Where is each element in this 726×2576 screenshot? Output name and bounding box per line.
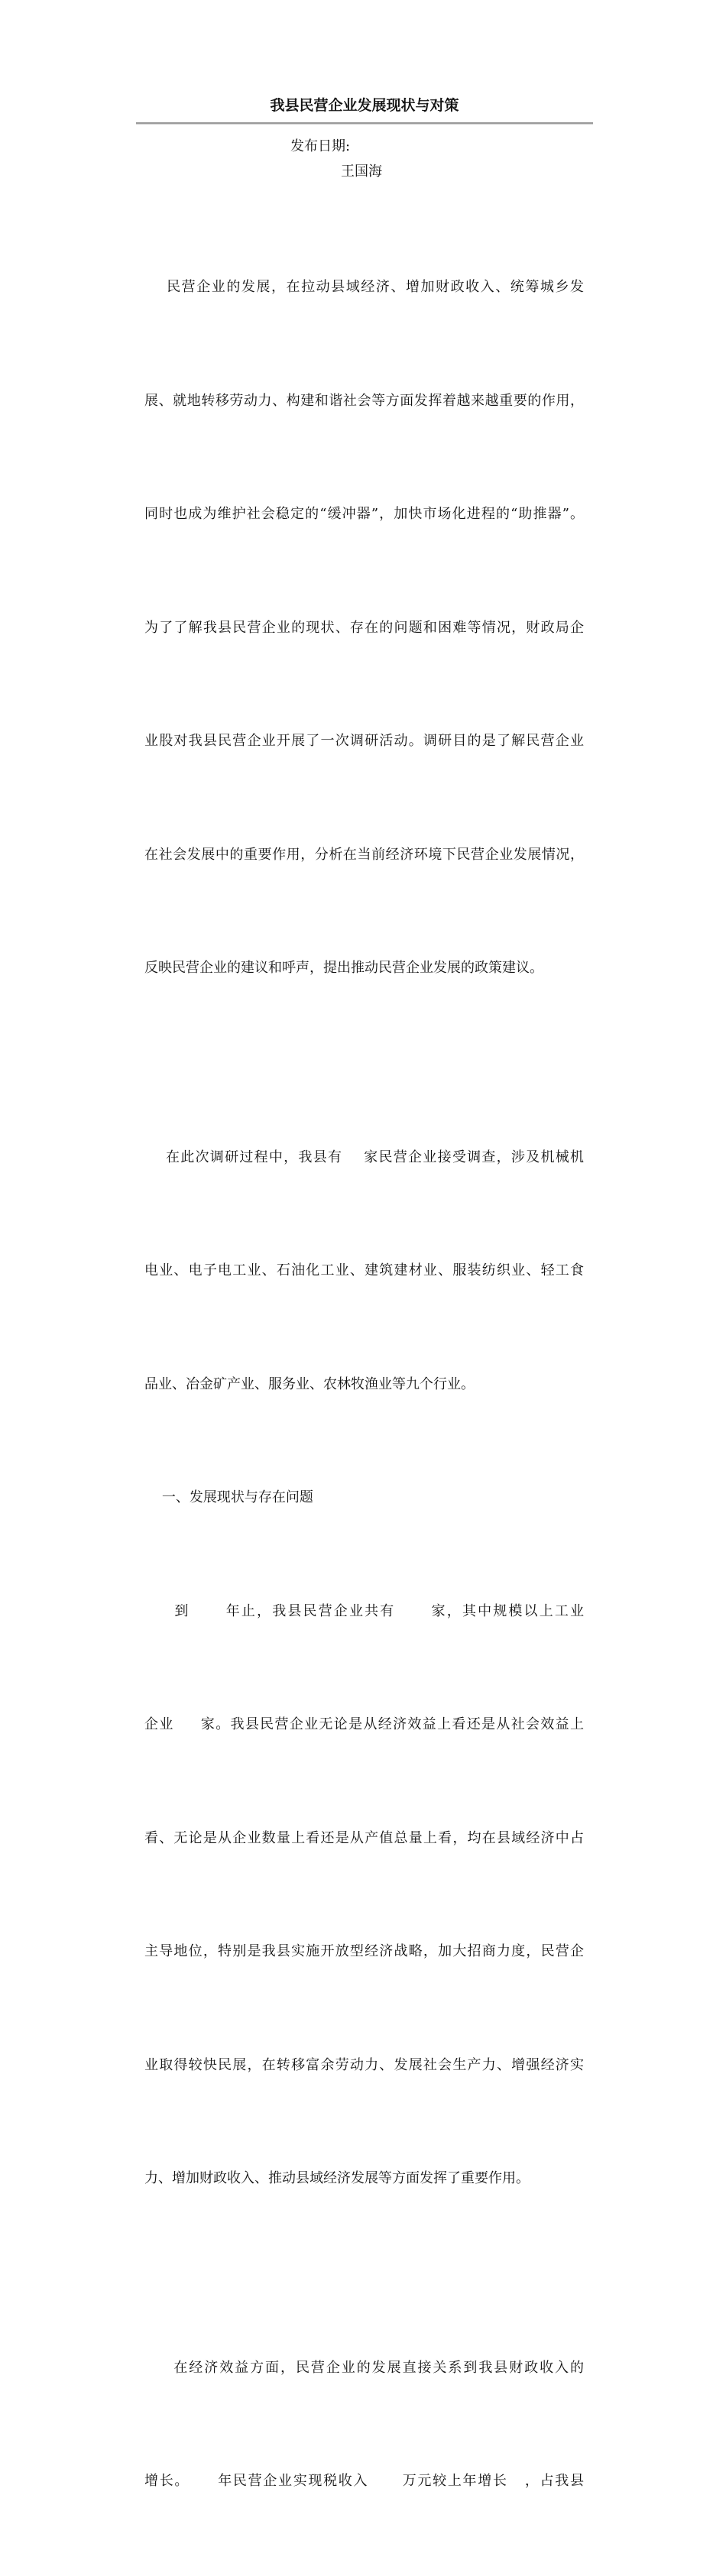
text-line: 力、增加财政收入、推动县域经济发展等方面发挥了重要作用。 (144, 2170, 530, 2186)
text-line: 在经济效益方面，民营企业的发展直接关系到我县财政收入的 (144, 2359, 585, 2376)
text-line: 民营企业的发展，在拉动县域经济、增加财政收入、统筹城乡发 (144, 279, 585, 295)
text-line: 看、无论是从企业数量上看还是从产值总量上看，均在县域经济中占 (144, 1829, 584, 1846)
title-divider (136, 122, 593, 125)
text-line: 在此次调研过程中，我县有 家民营企业接受调查，涉及机械机 (144, 1149, 585, 1165)
text-line: 业股对我县民营企业开展了一次调研活动。调研目的是了解民营企业 (144, 733, 584, 749)
text-line: 企业 家。我县民营企业无论是从经济效益上看还是从社会效益上 (144, 1716, 584, 1732)
text-line: 电业、电子电工业、石油化工业、建筑建材业、服装纺织业、轻工食 (144, 1262, 584, 1278)
text-line: 在社会发展中的重要作用，分析在当前经济环境下民营企业发展情况， (144, 846, 584, 863)
section-heading: 一、发展现状与存在问题 (144, 1489, 313, 1505)
text-line: 业取得较快民展，在转移富余劳动力、发展社会生产力、增强经济实 (144, 2056, 584, 2073)
author-name: 王国海 (341, 164, 382, 180)
publish-date-label: 发布日期: (290, 138, 351, 154)
text-line: 品业、冶金矿产业、服务业、农林牧渔业等九个行业。 (144, 1375, 475, 1392)
text-line: 反映民营企业的建议和呼声，提出推动民营企业发展的政策建议。 (144, 960, 543, 976)
text-line: 展、就地转移劳动力、构建和谐社会等方面发挥着越来越重要的作用， (144, 392, 584, 409)
text-line: 为了了解我县民营企业的现状、存在的问题和困难等情况，财政局企 (144, 619, 584, 636)
text-line: 同时也成为维护社会稳定的“缓冲器”，加快市场化进程的“助推器”。 (144, 506, 584, 522)
text-line: 到 年止，我县民营企业共有 家，其中规模以上工业 (144, 1602, 584, 1619)
text-line: 增长。 年民营企业实现税收入 万元较上年增长 ，占我县 (144, 2473, 584, 2489)
paragraph-intro (144, 193, 584, 1063)
document-body (144, 193, 584, 2576)
paragraph-survey (144, 1063, 584, 1479)
paragraph-status (144, 1517, 584, 2273)
text-line: 主导地位，特别是我县实施开放型经济战略，加大招商力度，民营企 (144, 1943, 584, 1959)
document-title: 我县民营企业发展现状与对策 (270, 97, 459, 114)
paragraph-economic (144, 2273, 584, 2576)
